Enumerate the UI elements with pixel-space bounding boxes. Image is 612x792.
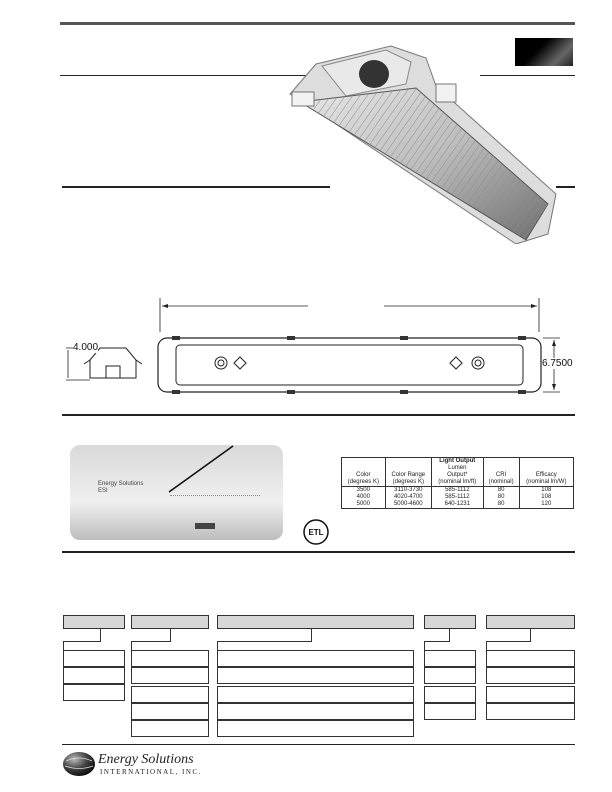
order-header-2 — [131, 615, 209, 629]
order-header-3 — [217, 615, 414, 629]
footer-rule — [62, 744, 575, 745]
table-row: 3500 3110-3730 585-1112 80 108 — [342, 487, 574, 495]
company-subtitle: INTERNATIONAL, INC. — [100, 768, 202, 776]
order-option — [63, 650, 125, 667]
title-rule-left — [60, 75, 308, 76]
dimension-drawing — [60, 290, 580, 410]
order-option — [424, 703, 476, 720]
label-line-1: Energy Solutions — [98, 481, 144, 487]
order-header-5 — [486, 615, 575, 629]
table-row: 5000 5000-4600 640-1231 80 120 — [342, 501, 574, 509]
height-dimension-label: 4.000 — [73, 342, 99, 353]
group-header: Light Output — [432, 458, 484, 466]
section-rule-1-right — [556, 186, 575, 188]
order-option — [63, 667, 125, 684]
order-option — [131, 667, 209, 684]
order-option — [217, 686, 414, 703]
callout-line — [165, 440, 245, 500]
table-row — [342, 458, 574, 466]
order-option — [486, 650, 575, 667]
order-option — [486, 667, 575, 684]
company-name: Energy Solutions — [98, 752, 194, 767]
label-line-2: ESI — [98, 488, 108, 494]
order-option — [217, 703, 414, 720]
table-row: (degrees K) (degrees K) (nominal lm/ft) (nominal) (nominal lm/W) — [342, 479, 574, 487]
order-option — [63, 684, 125, 701]
order-option — [217, 720, 414, 737]
order-option — [486, 686, 575, 703]
order-option — [217, 650, 414, 667]
order-header-1 — [63, 615, 125, 629]
order-option — [424, 686, 476, 703]
section-rule-1 — [62, 186, 330, 188]
top-rule — [60, 22, 575, 25]
order-header-4 — [424, 615, 476, 629]
company-logo-globe-icon — [62, 751, 96, 777]
order-option — [217, 667, 414, 684]
product-photo — [286, 44, 568, 244]
width-dimension-label: 6.7500 — [542, 358, 573, 369]
label-slot — [195, 523, 215, 529]
table-row: Color Color Range Output* CRI Efficacy — [342, 472, 574, 479]
table-row: Lumen — [342, 465, 574, 472]
order-option — [424, 650, 476, 667]
table-row: 4000 4020-4700 585-1112 80 108 — [342, 494, 574, 501]
order-option — [486, 703, 575, 720]
order-option — [131, 686, 209, 703]
etl-certification-mark — [303, 519, 329, 545]
order-option — [424, 667, 476, 684]
section-rule-2 — [62, 414, 575, 416]
etl-mark-text: ETL — [308, 528, 324, 537]
lumen-table — [341, 457, 574, 509]
order-option — [131, 703, 209, 720]
section-rule-3 — [62, 551, 575, 553]
order-option — [131, 720, 209, 737]
order-option — [131, 650, 209, 667]
